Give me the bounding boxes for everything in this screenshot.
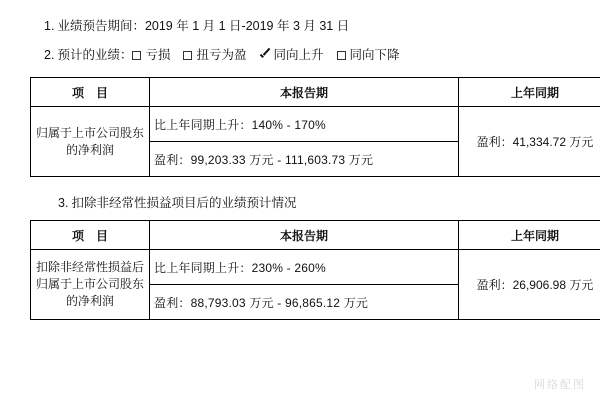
table2-lastyear-value: 盈利：26,906.98 万元 (459, 250, 600, 320)
net-profit-table (30, 77, 600, 177)
line1-label: 业绩预告期间： (57, 19, 145, 33)
table1-lastyear-value: 盈利：41,334.72 万元 (459, 107, 600, 177)
option-same-direction-down[interactable] (337, 45, 400, 65)
option-same-direction-down-label: 同向下降 (349, 48, 400, 62)
table1-growth-value: 比上年同期上升：140% - 170% (150, 107, 459, 142)
table2-row-item: 扣除非经常性损益后归属于上市公司股东的净利润 (31, 250, 150, 320)
checkbox-empty-icon (132, 51, 141, 60)
table-header-row (31, 78, 600, 107)
section3-title (58, 193, 586, 211)
expected-performance-line (44, 45, 586, 65)
non-recurring-profit-table (30, 220, 600, 320)
forecast-period-line (44, 16, 586, 36)
table-header-row (31, 221, 600, 250)
table-row (31, 250, 600, 285)
checkbox-empty-icon (337, 51, 346, 60)
table2-header-item: 项 目 (31, 221, 150, 250)
option-turnaround[interactable] (183, 45, 246, 65)
watermark-text: 网络配图 (534, 379, 586, 391)
line2-label: 预计的业绩： (57, 48, 133, 62)
table2-profit-value: 盈利：88,793.03 万元 - 96,865.12 万元 (150, 285, 459, 320)
line2-number: 2. (44, 48, 55, 62)
table1-header-lastyear: 上年同期 (459, 78, 600, 107)
table2-header-lastyear: 上年同期 (459, 221, 600, 250)
line1-value: 2019 年 1 月 1 日-2019 年 3 月 31 日 (144, 19, 350, 33)
section3-text: 扣除非经常性损益项目后的业绩预计情况 (71, 196, 297, 210)
checkbox-empty-icon (183, 51, 192, 60)
line1-number: 1. (44, 19, 55, 33)
table1-row-item: 归属于上市公司股东的净利润 (31, 107, 150, 177)
table1-header-current: 本报告期 (150, 78, 459, 107)
option-same-direction-up[interactable] (259, 45, 323, 65)
table2-header-current: 本报告期 (150, 221, 459, 250)
checkmark-icon (259, 50, 270, 61)
option-loss-label: 亏损 (145, 48, 171, 62)
option-same-direction-up-label: 同向上升 (273, 48, 324, 62)
table1-header-item: 项 目 (31, 78, 150, 107)
table-row (31, 107, 600, 142)
option-turnaround-label: 扭亏为盈 (196, 48, 247, 62)
table1-profit-value: 盈利：99,203.33 万元 - 111,603.73 万元 (150, 142, 459, 177)
section3-number: 3. (58, 196, 69, 210)
table2-growth-value: 比上年同期上升：230% - 260% (150, 250, 459, 285)
option-loss[interactable] (132, 45, 170, 65)
